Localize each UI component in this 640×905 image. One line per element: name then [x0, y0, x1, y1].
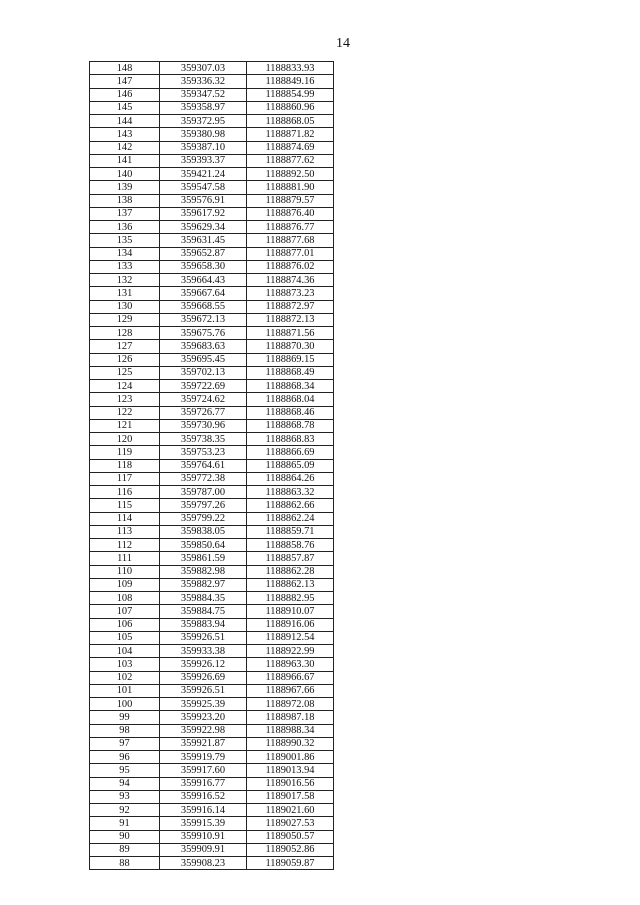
y-coordinate-cell: 1188967.66	[247, 684, 334, 697]
point-number-cell: 94	[90, 777, 160, 790]
point-number-cell: 135	[90, 234, 160, 247]
x-coordinate-cell: 359358.97	[160, 101, 247, 114]
y-coordinate-cell: 1188868.05	[247, 115, 334, 128]
point-number-cell: 140	[90, 168, 160, 181]
y-coordinate-cell: 1188870.30	[247, 340, 334, 353]
point-number-cell: 132	[90, 274, 160, 287]
y-coordinate-cell: 1188868.49	[247, 366, 334, 379]
x-coordinate-cell: 359347.52	[160, 88, 247, 101]
x-coordinate-cell: 359917.60	[160, 764, 247, 777]
table-row	[90, 472, 334, 485]
x-coordinate-cell: 359882.97	[160, 578, 247, 591]
x-coordinate-cell: 359915.39	[160, 817, 247, 830]
x-coordinate-cell: 359919.79	[160, 751, 247, 764]
x-coordinate-cell: 359629.34	[160, 221, 247, 234]
point-number-cell: 134	[90, 247, 160, 260]
table-row	[90, 459, 334, 472]
point-number-cell: 96	[90, 751, 160, 764]
y-coordinate-cell: 1188872.13	[247, 313, 334, 326]
point-number-cell: 91	[90, 817, 160, 830]
x-coordinate-cell: 359393.37	[160, 154, 247, 167]
table-row	[90, 115, 334, 128]
y-coordinate-cell: 1188892.50	[247, 168, 334, 181]
y-coordinate-cell: 1188966.67	[247, 671, 334, 684]
point-number-cell: 110	[90, 565, 160, 578]
point-number-cell: 128	[90, 327, 160, 340]
point-number-cell: 112	[90, 539, 160, 552]
x-coordinate-cell: 359916.14	[160, 804, 247, 817]
coordinates-table-body	[90, 62, 334, 870]
table-row	[90, 221, 334, 234]
x-coordinate-cell: 359921.87	[160, 737, 247, 750]
point-number-cell: 92	[90, 804, 160, 817]
x-coordinate-cell: 359387.10	[160, 141, 247, 154]
table-row	[90, 684, 334, 697]
table-row	[90, 154, 334, 167]
table-row	[90, 313, 334, 326]
x-coordinate-cell: 359797.26	[160, 499, 247, 512]
table-row	[90, 406, 334, 419]
table-row	[90, 698, 334, 711]
table-row	[90, 168, 334, 181]
y-coordinate-cell: 1188912.54	[247, 631, 334, 644]
x-coordinate-cell: 359925.39	[160, 698, 247, 711]
x-coordinate-cell: 359675.76	[160, 327, 247, 340]
y-coordinate-cell: 1188876.02	[247, 260, 334, 273]
point-number-cell: 93	[90, 790, 160, 803]
y-coordinate-cell: 1188868.34	[247, 380, 334, 393]
table-row	[90, 101, 334, 114]
y-coordinate-cell: 1188871.82	[247, 128, 334, 141]
point-number-cell: 141	[90, 154, 160, 167]
table-row	[90, 777, 334, 790]
point-number-cell: 89	[90, 843, 160, 856]
table-row	[90, 578, 334, 591]
y-coordinate-cell: 1188877.68	[247, 234, 334, 247]
x-coordinate-cell: 359726.77	[160, 406, 247, 419]
x-coordinate-cell: 359753.23	[160, 446, 247, 459]
x-coordinate-cell: 359772.38	[160, 472, 247, 485]
table-row	[90, 327, 334, 340]
point-number-cell: 129	[90, 313, 160, 326]
point-number-cell: 101	[90, 684, 160, 697]
x-coordinate-cell: 359702.13	[160, 366, 247, 379]
x-coordinate-cell: 359695.45	[160, 353, 247, 366]
y-coordinate-cell: 1188866.69	[247, 446, 334, 459]
y-coordinate-cell: 1188963.30	[247, 658, 334, 671]
y-coordinate-cell: 1189001.86	[247, 751, 334, 764]
point-number-cell: 114	[90, 512, 160, 525]
x-coordinate-cell: 359884.35	[160, 592, 247, 605]
y-coordinate-cell: 1188868.78	[247, 419, 334, 432]
x-coordinate-cell: 359664.43	[160, 274, 247, 287]
y-coordinate-cell: 1188868.83	[247, 433, 334, 446]
point-number-cell: 102	[90, 671, 160, 684]
table-row	[90, 274, 334, 287]
table-row	[90, 843, 334, 856]
table-row	[90, 830, 334, 843]
y-coordinate-cell: 1188873.23	[247, 287, 334, 300]
point-number-cell: 90	[90, 830, 160, 843]
table-row	[90, 128, 334, 141]
y-coordinate-cell: 1189013.94	[247, 764, 334, 777]
point-number-cell: 145	[90, 101, 160, 114]
point-number-cell: 117	[90, 472, 160, 485]
y-coordinate-cell: 1188862.13	[247, 578, 334, 591]
x-coordinate-cell: 359884.75	[160, 605, 247, 618]
y-coordinate-cell: 1188972.08	[247, 698, 334, 711]
y-coordinate-cell: 1188990.32	[247, 737, 334, 750]
x-coordinate-cell: 359764.61	[160, 459, 247, 472]
table-row	[90, 88, 334, 101]
x-coordinate-cell: 359933.38	[160, 645, 247, 658]
table-row	[90, 857, 334, 870]
point-number-cell: 105	[90, 631, 160, 644]
x-coordinate-cell: 359617.92	[160, 207, 247, 220]
table-row	[90, 393, 334, 406]
table-row	[90, 486, 334, 499]
x-coordinate-cell: 359658.30	[160, 260, 247, 273]
y-coordinate-cell: 1188874.36	[247, 274, 334, 287]
x-coordinate-cell: 359730.96	[160, 419, 247, 432]
x-coordinate-cell: 359307.03	[160, 62, 247, 75]
table-row	[90, 817, 334, 830]
point-number-cell: 147	[90, 75, 160, 88]
point-number-cell: 146	[90, 88, 160, 101]
point-number-cell: 136	[90, 221, 160, 234]
table-row	[90, 711, 334, 724]
y-coordinate-cell: 1188863.32	[247, 486, 334, 499]
table-row	[90, 525, 334, 538]
point-number-cell: 127	[90, 340, 160, 353]
point-number-cell: 143	[90, 128, 160, 141]
point-number-cell: 139	[90, 181, 160, 194]
coordinates-table	[89, 61, 334, 870]
point-number-cell: 119	[90, 446, 160, 459]
table-row	[90, 419, 334, 432]
y-coordinate-cell: 1188877.01	[247, 247, 334, 260]
x-coordinate-cell: 359926.69	[160, 671, 247, 684]
x-coordinate-cell: 359910.91	[160, 830, 247, 843]
y-coordinate-cell: 1188876.40	[247, 207, 334, 220]
point-number-cell: 99	[90, 711, 160, 724]
y-coordinate-cell: 1188862.66	[247, 499, 334, 512]
table-row	[90, 512, 334, 525]
table-row	[90, 234, 334, 247]
y-coordinate-cell: 1188862.28	[247, 565, 334, 578]
x-coordinate-cell: 359672.13	[160, 313, 247, 326]
x-coordinate-cell: 359652.87	[160, 247, 247, 260]
x-coordinate-cell: 359547.58	[160, 181, 247, 194]
y-coordinate-cell: 1189027.53	[247, 817, 334, 830]
y-coordinate-cell: 1188860.96	[247, 101, 334, 114]
point-number-cell: 103	[90, 658, 160, 671]
y-coordinate-cell: 1188854.99	[247, 88, 334, 101]
x-coordinate-cell: 359668.55	[160, 300, 247, 313]
table-row	[90, 446, 334, 459]
y-coordinate-cell: 1188874.69	[247, 141, 334, 154]
y-coordinate-cell: 1188882.95	[247, 592, 334, 605]
point-number-cell: 130	[90, 300, 160, 313]
table-row	[90, 764, 334, 777]
point-number-cell: 133	[90, 260, 160, 273]
table-row	[90, 605, 334, 618]
table-row	[90, 247, 334, 260]
y-coordinate-cell: 1188916.06	[247, 618, 334, 631]
y-coordinate-cell: 1188865.09	[247, 459, 334, 472]
y-coordinate-cell: 1188877.62	[247, 154, 334, 167]
y-coordinate-cell: 1189016.56	[247, 777, 334, 790]
table-row	[90, 340, 334, 353]
y-coordinate-cell: 1188859.71	[247, 525, 334, 538]
point-number-cell: 109	[90, 578, 160, 591]
y-coordinate-cell: 1188868.46	[247, 406, 334, 419]
point-number-cell: 126	[90, 353, 160, 366]
point-number-cell: 100	[90, 698, 160, 711]
point-number-cell: 107	[90, 605, 160, 618]
x-coordinate-cell: 359923.20	[160, 711, 247, 724]
y-coordinate-cell: 1188910.07	[247, 605, 334, 618]
point-number-cell: 138	[90, 194, 160, 207]
point-number-cell: 104	[90, 645, 160, 658]
point-number-cell: 125	[90, 366, 160, 379]
table-row	[90, 631, 334, 644]
table-row	[90, 737, 334, 750]
y-coordinate-cell: 1188849.16	[247, 75, 334, 88]
y-coordinate-cell: 1188833.93	[247, 62, 334, 75]
point-number-cell: 88	[90, 857, 160, 870]
point-number-cell: 108	[90, 592, 160, 605]
page-number: 14	[336, 36, 350, 51]
y-coordinate-cell: 1188881.90	[247, 181, 334, 194]
y-coordinate-cell: 1188869.15	[247, 353, 334, 366]
point-number-cell: 123	[90, 393, 160, 406]
table-row	[90, 380, 334, 393]
x-coordinate-cell: 359883.94	[160, 618, 247, 631]
x-coordinate-cell: 359738.35	[160, 433, 247, 446]
point-number-cell: 118	[90, 459, 160, 472]
table-row	[90, 552, 334, 565]
y-coordinate-cell: 1188871.56	[247, 327, 334, 340]
x-coordinate-cell: 359922.98	[160, 724, 247, 737]
x-coordinate-cell: 359667.64	[160, 287, 247, 300]
table-row	[90, 790, 334, 803]
x-coordinate-cell: 359850.64	[160, 539, 247, 552]
y-coordinate-cell: 1189021.60	[247, 804, 334, 817]
y-coordinate-cell: 1188862.24	[247, 512, 334, 525]
x-coordinate-cell: 359838.05	[160, 525, 247, 538]
x-coordinate-cell: 359372.95	[160, 115, 247, 128]
table-row	[90, 260, 334, 273]
table-row	[90, 353, 334, 366]
y-coordinate-cell: 1188988.34	[247, 724, 334, 737]
x-coordinate-cell: 359787.00	[160, 486, 247, 499]
table-row	[90, 433, 334, 446]
table-row	[90, 804, 334, 817]
x-coordinate-cell: 359576.91	[160, 194, 247, 207]
y-coordinate-cell: 1189050.57	[247, 830, 334, 843]
point-number-cell: 142	[90, 141, 160, 154]
x-coordinate-cell: 359722.69	[160, 380, 247, 393]
point-number-cell: 116	[90, 486, 160, 499]
y-coordinate-cell: 1188858.76	[247, 539, 334, 552]
point-number-cell: 148	[90, 62, 160, 75]
table-row	[90, 194, 334, 207]
y-coordinate-cell: 1188987.18	[247, 711, 334, 724]
point-number-cell: 131	[90, 287, 160, 300]
x-coordinate-cell: 359861.59	[160, 552, 247, 565]
y-coordinate-cell: 1188872.97	[247, 300, 334, 313]
x-coordinate-cell: 359336.32	[160, 75, 247, 88]
x-coordinate-cell: 359926.51	[160, 684, 247, 697]
point-number-cell: 124	[90, 380, 160, 393]
point-number-cell: 106	[90, 618, 160, 631]
table-row	[90, 592, 334, 605]
point-number-cell: 122	[90, 406, 160, 419]
x-coordinate-cell: 359909.91	[160, 843, 247, 856]
point-number-cell: 98	[90, 724, 160, 737]
x-coordinate-cell: 359916.77	[160, 777, 247, 790]
point-number-cell: 97	[90, 737, 160, 750]
x-coordinate-cell: 359683.63	[160, 340, 247, 353]
table-row	[90, 207, 334, 220]
y-coordinate-cell: 1188876.77	[247, 221, 334, 234]
table-row	[90, 565, 334, 578]
x-coordinate-cell: 359724.62	[160, 393, 247, 406]
point-number-cell: 120	[90, 433, 160, 446]
point-number-cell: 95	[90, 764, 160, 777]
table-row	[90, 618, 334, 631]
point-number-cell: 137	[90, 207, 160, 220]
y-coordinate-cell: 1188868.04	[247, 393, 334, 406]
x-coordinate-cell: 359421.24	[160, 168, 247, 181]
table-row	[90, 366, 334, 379]
table-row	[90, 499, 334, 512]
table-row	[90, 658, 334, 671]
table-row	[90, 181, 334, 194]
y-coordinate-cell: 1189052.86	[247, 843, 334, 856]
point-number-cell: 111	[90, 552, 160, 565]
table-row	[90, 141, 334, 154]
x-coordinate-cell: 359908.23	[160, 857, 247, 870]
x-coordinate-cell: 359926.51	[160, 631, 247, 644]
x-coordinate-cell: 359380.98	[160, 128, 247, 141]
point-number-cell: 115	[90, 499, 160, 512]
table-row	[90, 75, 334, 88]
y-coordinate-cell: 1189017.58	[247, 790, 334, 803]
point-number-cell: 113	[90, 525, 160, 538]
point-number-cell: 144	[90, 115, 160, 128]
y-coordinate-cell: 1189059.87	[247, 857, 334, 870]
table-row	[90, 751, 334, 764]
y-coordinate-cell: 1188879.57	[247, 194, 334, 207]
table-row	[90, 724, 334, 737]
x-coordinate-cell: 359882.98	[160, 565, 247, 578]
table-row	[90, 539, 334, 552]
x-coordinate-cell: 359916.52	[160, 790, 247, 803]
table-row	[90, 287, 334, 300]
table-row	[90, 645, 334, 658]
y-coordinate-cell: 1188864.26	[247, 472, 334, 485]
point-number-cell: 121	[90, 419, 160, 432]
table-row	[90, 62, 334, 75]
x-coordinate-cell: 359631.45	[160, 234, 247, 247]
y-coordinate-cell: 1188922.99	[247, 645, 334, 658]
x-coordinate-cell: 359926.12	[160, 658, 247, 671]
x-coordinate-cell: 359799.22	[160, 512, 247, 525]
y-coordinate-cell: 1188857.87	[247, 552, 334, 565]
table-row	[90, 671, 334, 684]
table-row	[90, 300, 334, 313]
